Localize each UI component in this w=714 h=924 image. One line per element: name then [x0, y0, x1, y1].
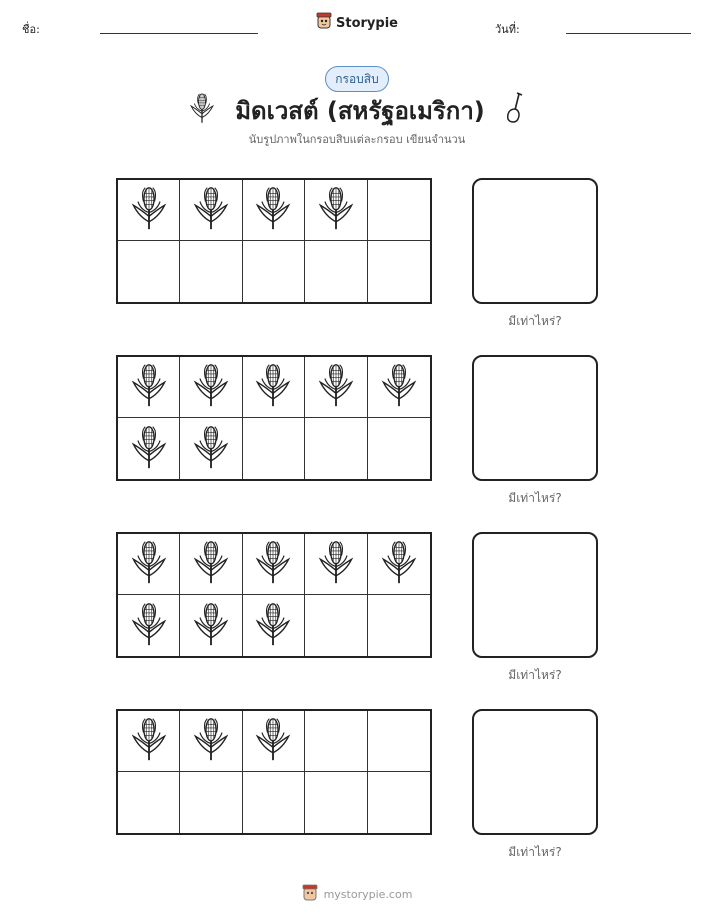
instructions: นับรูปภาพในกรอบสิบแต่ละกรอบ เขียนจำนวน — [248, 133, 466, 146]
date-field[interactable] — [566, 33, 691, 34]
frame-cell — [368, 772, 430, 833]
answer-box-4[interactable] — [472, 709, 598, 835]
corn-stalk-icon — [192, 185, 230, 235]
frame-cell — [243, 357, 305, 418]
frame-cell — [305, 595, 367, 656]
ten-frame-3 — [116, 532, 432, 658]
frame-cell — [305, 711, 367, 772]
answer-box-3[interactable] — [472, 532, 598, 658]
frame-cell — [180, 241, 242, 302]
answer-label-1: มีเท่าไหร่? — [508, 314, 562, 328]
answer-label-3: มีเท่าไหร่? — [508, 668, 562, 682]
frame-cell — [243, 241, 305, 302]
corn-stalk-icon — [189, 92, 215, 128]
corn-stalk-icon — [130, 185, 168, 235]
frame-cell — [118, 241, 180, 302]
storypie-mascot-icon — [316, 12, 332, 34]
name-label: ชื่อ: — [22, 23, 40, 36]
frame-cell — [180, 418, 242, 479]
footer — [0, 884, 714, 905]
frame-cell — [118, 180, 180, 241]
answer-label-2: มีเท่าไหร่? — [508, 491, 562, 505]
frame-cell — [368, 418, 430, 479]
corn-stalk-icon — [192, 539, 230, 589]
frame-cell — [243, 180, 305, 241]
answer-box-2[interactable] — [472, 355, 598, 481]
answer-label-4: มีเท่าไหร่? — [508, 845, 562, 859]
frame-cell — [305, 772, 367, 833]
date-label: วันที่: — [495, 23, 520, 36]
frame-cell — [180, 180, 242, 241]
corn-stalk-icon — [317, 539, 355, 589]
frame-cell — [368, 534, 430, 595]
frame-cell — [305, 180, 367, 241]
corn-stalk-icon — [192, 716, 230, 766]
corn-stalk-icon — [317, 362, 355, 412]
storypie-mascot-icon — [302, 884, 318, 905]
frame-cell — [118, 534, 180, 595]
corn-stalk-icon — [317, 185, 355, 235]
page-title: มิดเวสต์ (สหรัฐอเมริกา) — [235, 96, 485, 125]
frame-cell — [243, 772, 305, 833]
title-row — [0, 92, 714, 128]
ten-frame-1 — [116, 178, 432, 304]
frame-cell — [368, 711, 430, 772]
frame-cell — [118, 711, 180, 772]
frame-cell — [305, 418, 367, 479]
frame-cell — [180, 357, 242, 418]
corn-stalk-icon — [254, 185, 292, 235]
frame-cell — [180, 711, 242, 772]
frame-cell — [368, 241, 430, 302]
frame-cell — [243, 418, 305, 479]
corn-stalk-icon — [254, 362, 292, 412]
corn-stalk-icon — [130, 362, 168, 412]
answer-box-1[interactable] — [472, 178, 598, 304]
frame-cell — [305, 357, 367, 418]
corn-stalk-icon — [380, 539, 418, 589]
ten-frame-2 — [116, 355, 432, 481]
corn-stalk-icon — [254, 539, 292, 589]
frame-cell — [368, 595, 430, 656]
brand-logo — [0, 12, 714, 34]
corn-stalk-icon — [380, 362, 418, 412]
corn-stalk-icon — [130, 716, 168, 766]
frame-cell — [180, 534, 242, 595]
frame-cell — [243, 711, 305, 772]
corn-stalk-icon — [130, 601, 168, 651]
corn-stalk-icon — [192, 424, 230, 474]
brand-name: Storypie — [336, 15, 398, 31]
topic-tag-label: กรอบสิบ — [335, 71, 379, 86]
topic-tag — [325, 66, 389, 92]
footer-site: mystorypie.com — [323, 888, 413, 901]
ten-frame-4 — [116, 709, 432, 835]
frame-cell — [118, 357, 180, 418]
corn-stalk-icon — [130, 539, 168, 589]
frame-cell — [305, 241, 367, 302]
frame-cell — [368, 180, 430, 241]
frame-cell — [368, 357, 430, 418]
frame-cell — [305, 534, 367, 595]
frame-cell — [243, 595, 305, 656]
frame-cell — [118, 418, 180, 479]
frame-cell — [180, 595, 242, 656]
corn-stalk-icon — [254, 716, 292, 766]
frame-cell — [118, 772, 180, 833]
frame-cell — [118, 595, 180, 656]
corn-stalk-icon — [130, 424, 168, 474]
frame-cell — [243, 534, 305, 595]
corn-stalk-icon — [254, 601, 292, 651]
corn-stalk-icon — [192, 362, 230, 412]
shovel-icon — [505, 92, 525, 128]
frame-cell — [180, 772, 242, 833]
corn-stalk-icon — [192, 601, 230, 651]
